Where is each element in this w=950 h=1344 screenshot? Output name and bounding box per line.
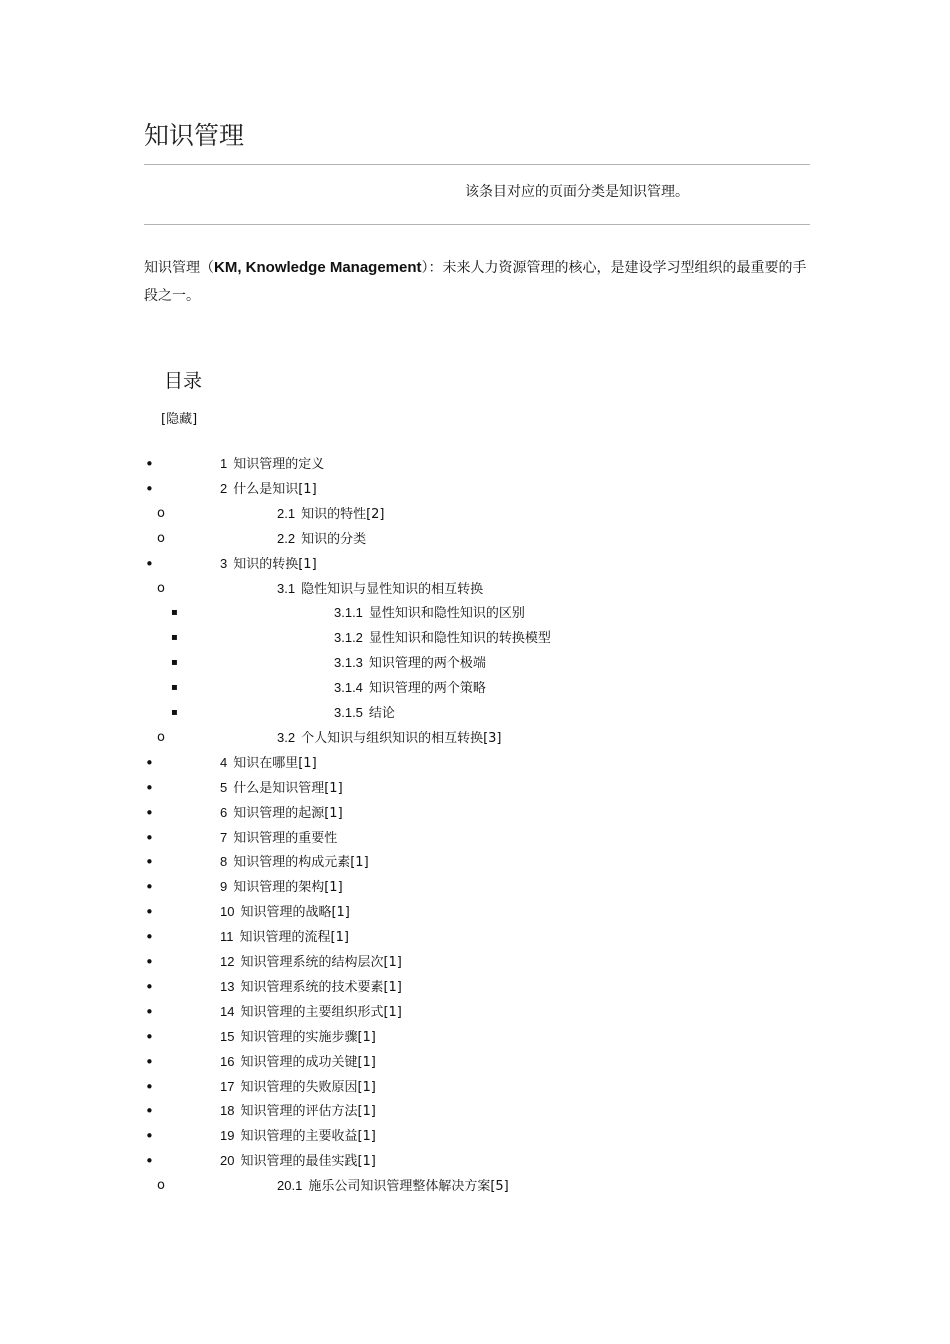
toc-label: 知识管理的成功关键[1] bbox=[240, 1054, 376, 1070]
toc-link[interactable] bbox=[220, 1099, 376, 1124]
toc-link[interactable] bbox=[334, 601, 525, 626]
toc-label: 结论 bbox=[368, 706, 395, 721]
toc-number: 3 bbox=[220, 555, 228, 571]
bullet-icon: • bbox=[145, 753, 154, 772]
toc-link[interactable] bbox=[220, 801, 343, 826]
toc-item[interactable] bbox=[0, 1050, 800, 1074]
toc-link[interactable] bbox=[220, 1000, 402, 1025]
bullet-icon: • bbox=[145, 1127, 154, 1146]
page-title: 知识管理 bbox=[144, 121, 245, 150]
bullet-icon: • bbox=[145, 479, 154, 498]
intro-bold-term: KM, Knowledge Management bbox=[214, 259, 422, 276]
bottom-divider bbox=[144, 224, 810, 225]
toc-item[interactable] bbox=[0, 726, 800, 750]
toc-item[interactable] bbox=[0, 826, 800, 850]
toc-item[interactable] bbox=[0, 975, 800, 999]
toc-number: 18 bbox=[220, 1103, 235, 1119]
toc-link[interactable] bbox=[277, 527, 366, 552]
toc-number: 2 bbox=[220, 480, 228, 496]
bullet-icon: • bbox=[145, 853, 154, 872]
toc-item[interactable] bbox=[0, 626, 800, 650]
toc-label: 知识管理的构成元素[1] bbox=[233, 855, 369, 871]
toc-label: 知识在哪里[1] bbox=[233, 755, 317, 771]
toc-label: 知识管理系统的结构层次[1] bbox=[240, 955, 402, 970]
toc-item[interactable] bbox=[0, 676, 800, 700]
toc-hide-toggle[interactable]: [隐藏] bbox=[161, 412, 198, 427]
toc-item[interactable] bbox=[0, 801, 800, 825]
bullet-icon: • bbox=[145, 1077, 154, 1096]
toc-number: 8 bbox=[220, 854, 228, 870]
toc-label: 知识管理的流程[1] bbox=[239, 930, 349, 946]
toc-link[interactable] bbox=[220, 875, 343, 900]
toc-item[interactable] bbox=[0, 1000, 800, 1024]
toc-link[interactable] bbox=[277, 726, 502, 751]
toc-item[interactable] bbox=[0, 701, 800, 725]
toc-link[interactable] bbox=[334, 676, 486, 701]
toc-number: 6 bbox=[220, 804, 228, 820]
toc-item[interactable] bbox=[0, 1075, 800, 1099]
toc-label: 施乐公司知识管理整体解决方案[5] bbox=[308, 1179, 509, 1195]
toc-link[interactable] bbox=[220, 900, 350, 925]
bullet-icon: • bbox=[145, 455, 154, 473]
toc-label: 知识管理的两个策略 bbox=[368, 681, 486, 697]
bullet-icon: • bbox=[145, 778, 154, 797]
toc-item[interactable] bbox=[0, 1025, 800, 1049]
toc-label: 显性知识和隐性知识的转换模型 bbox=[368, 631, 551, 647]
bullet-icon: • bbox=[145, 803, 154, 822]
bullet-icon: • bbox=[145, 977, 154, 996]
toc-label: 知识管理的架构[1] bbox=[233, 880, 343, 896]
toc-link[interactable] bbox=[220, 776, 343, 801]
toc-link[interactable] bbox=[220, 1124, 376, 1149]
bullet-icon: • bbox=[145, 1027, 154, 1046]
toc-label: 什么是知识[1] bbox=[233, 481, 317, 497]
bullet-icon: o bbox=[157, 505, 165, 521]
toc-item[interactable] bbox=[0, 1099, 800, 1123]
toc-label: 知识管理的实施步骤[1] bbox=[240, 1029, 376, 1045]
toc-number: 13 bbox=[220, 978, 235, 994]
toc-link[interactable] bbox=[220, 1050, 376, 1075]
bullet-icon: o bbox=[157, 580, 165, 596]
toc-link[interactable] bbox=[220, 950, 402, 975]
toc-label: 个人知识与组织知识的相互转换[3] bbox=[301, 730, 502, 746]
intro-paragraph bbox=[144, 254, 810, 310]
toc-label: 知识管理的主要组织形式[1] bbox=[240, 1004, 402, 1020]
bullet-icon: ▪ bbox=[171, 607, 178, 619]
bullet-icon: o bbox=[157, 729, 165, 745]
toc-number: 3.1.1 bbox=[334, 605, 363, 621]
toc-number: 10 bbox=[220, 904, 235, 920]
toc-link[interactable] bbox=[277, 502, 385, 527]
toc-label: 知识的特性[2] bbox=[301, 506, 385, 522]
toc-item[interactable] bbox=[0, 751, 800, 775]
bullet-icon: • bbox=[145, 1052, 154, 1071]
toc-number: 3.1.4 bbox=[334, 680, 363, 696]
toc-link[interactable] bbox=[334, 626, 551, 651]
toc-item[interactable] bbox=[0, 477, 800, 501]
bullet-icon: • bbox=[145, 928, 154, 947]
intro-prefix: 知识管理（ bbox=[144, 260, 214, 276]
toc-item[interactable] bbox=[0, 601, 800, 625]
toc-link[interactable] bbox=[277, 1174, 509, 1199]
toc-link[interactable] bbox=[220, 477, 317, 502]
toc-label: 知识管理的失败原因[1] bbox=[240, 1079, 376, 1095]
toc-number: 3.1.2 bbox=[334, 630, 363, 646]
toc-number: 2.2 bbox=[277, 530, 296, 546]
toc-label: 知识管理的最佳实践[1] bbox=[240, 1154, 376, 1170]
toc-link[interactable] bbox=[220, 1025, 376, 1050]
bullet-icon: ▪ bbox=[171, 682, 178, 694]
toc-number: 17 bbox=[220, 1078, 235, 1094]
bullet-icon: • bbox=[145, 953, 154, 971]
toc-number: 14 bbox=[220, 1003, 235, 1019]
toc-item[interactable] bbox=[0, 527, 800, 551]
toc-number: 20.1 bbox=[277, 1178, 303, 1194]
toc-item[interactable] bbox=[0, 925, 800, 949]
bullet-icon: • bbox=[145, 1102, 154, 1121]
toc-label: 知识管理的战略[1] bbox=[240, 905, 350, 921]
toc-number: 3.2 bbox=[277, 729, 296, 745]
toc-heading: 目录 bbox=[164, 370, 203, 392]
toc-label: 知识的分类 bbox=[301, 531, 367, 547]
toc-number: 3.1.3 bbox=[334, 655, 363, 671]
toc-label: 知识管理的两个极端 bbox=[368, 656, 486, 672]
toc-label: 什么是知识管理[1] bbox=[233, 780, 343, 796]
toc-item[interactable] bbox=[0, 875, 800, 899]
bullet-icon: ▪ bbox=[171, 707, 178, 718]
toc-item[interactable] bbox=[0, 1174, 800, 1198]
toc-label: 知识管理的起源[1] bbox=[233, 805, 343, 821]
bullet-icon: • bbox=[145, 878, 154, 897]
bullet-icon: • bbox=[145, 1152, 154, 1171]
toc-link[interactable] bbox=[220, 1075, 376, 1100]
intro-suffix: ）：未来人力资源管理的核心，是建设学习型组织的最重要的手段之一。 bbox=[144, 260, 807, 304]
toc-link[interactable] bbox=[334, 651, 486, 676]
toc-item[interactable] bbox=[0, 552, 800, 576]
toc-label: 知识管理的定义 bbox=[233, 457, 325, 472]
bullet-icon: ▪ bbox=[171, 632, 178, 644]
toc-number: 2.1 bbox=[277, 505, 296, 521]
toc-label: 知识管理系统的技术要素[1] bbox=[240, 979, 402, 995]
toc-number: 9 bbox=[220, 879, 228, 895]
toc-number: 3.1 bbox=[277, 580, 296, 596]
toc-number: 7 bbox=[220, 829, 228, 845]
toc-number: 12 bbox=[220, 954, 235, 969]
toc-link[interactable] bbox=[334, 701, 395, 726]
toc-number: 16 bbox=[220, 1053, 235, 1069]
toc-link[interactable] bbox=[220, 751, 317, 776]
toc-item[interactable] bbox=[0, 452, 800, 476]
toc-item[interactable] bbox=[0, 1149, 800, 1173]
bullet-icon: • bbox=[145, 903, 154, 922]
top-divider bbox=[144, 164, 810, 165]
toc-number: 11 bbox=[220, 929, 234, 945]
bullet-icon: • bbox=[145, 1002, 154, 1021]
toc-label: 知识管理的评估方法[1] bbox=[240, 1104, 376, 1120]
toc-number: 5 bbox=[220, 779, 228, 795]
toc-item[interactable] bbox=[0, 1124, 800, 1148]
toc-number: 19 bbox=[220, 1128, 235, 1144]
toc-link[interactable] bbox=[220, 452, 324, 477]
toc-link[interactable] bbox=[220, 1149, 376, 1174]
bullet-icon: • bbox=[145, 554, 154, 573]
bullet-icon: • bbox=[145, 828, 154, 847]
toc-item[interactable] bbox=[0, 950, 800, 974]
toc-item[interactable] bbox=[0, 900, 800, 924]
toc-label: 隐性知识与显性知识的相互转换 bbox=[301, 581, 484, 597]
toc-number: 4 bbox=[220, 754, 228, 770]
toc-label: 知识的转换[1] bbox=[233, 556, 317, 572]
toc-link[interactable] bbox=[220, 826, 337, 851]
toc-label: 知识管理的重要性 bbox=[233, 830, 338, 846]
toc-link[interactable] bbox=[220, 925, 349, 950]
toc-label: 显性知识和隐性知识的区别 bbox=[368, 606, 525, 622]
toc-number: 3.1.5 bbox=[334, 705, 363, 720]
bullet-icon: ▪ bbox=[171, 657, 178, 669]
toc-item[interactable] bbox=[0, 502, 800, 526]
toc-item[interactable] bbox=[0, 651, 800, 675]
toc-link[interactable] bbox=[220, 552, 317, 577]
toc-item[interactable] bbox=[0, 577, 800, 601]
category-note: 该条目对应的页面分类是知识管理。 bbox=[465, 184, 689, 200]
toc-number: 1 bbox=[220, 456, 228, 471]
toc-number: 15 bbox=[220, 1028, 235, 1044]
toc-link[interactable] bbox=[220, 850, 369, 875]
toc-link[interactable] bbox=[277, 577, 483, 602]
bullet-icon: o bbox=[157, 530, 165, 546]
toc-number: 20 bbox=[220, 1153, 235, 1169]
toc-item[interactable] bbox=[0, 850, 800, 874]
toc-link[interactable] bbox=[220, 975, 402, 1000]
toc-label: 知识管理的主要收益[1] bbox=[240, 1129, 376, 1145]
bullet-icon: o bbox=[157, 1178, 165, 1194]
toc-item[interactable] bbox=[0, 776, 800, 800]
